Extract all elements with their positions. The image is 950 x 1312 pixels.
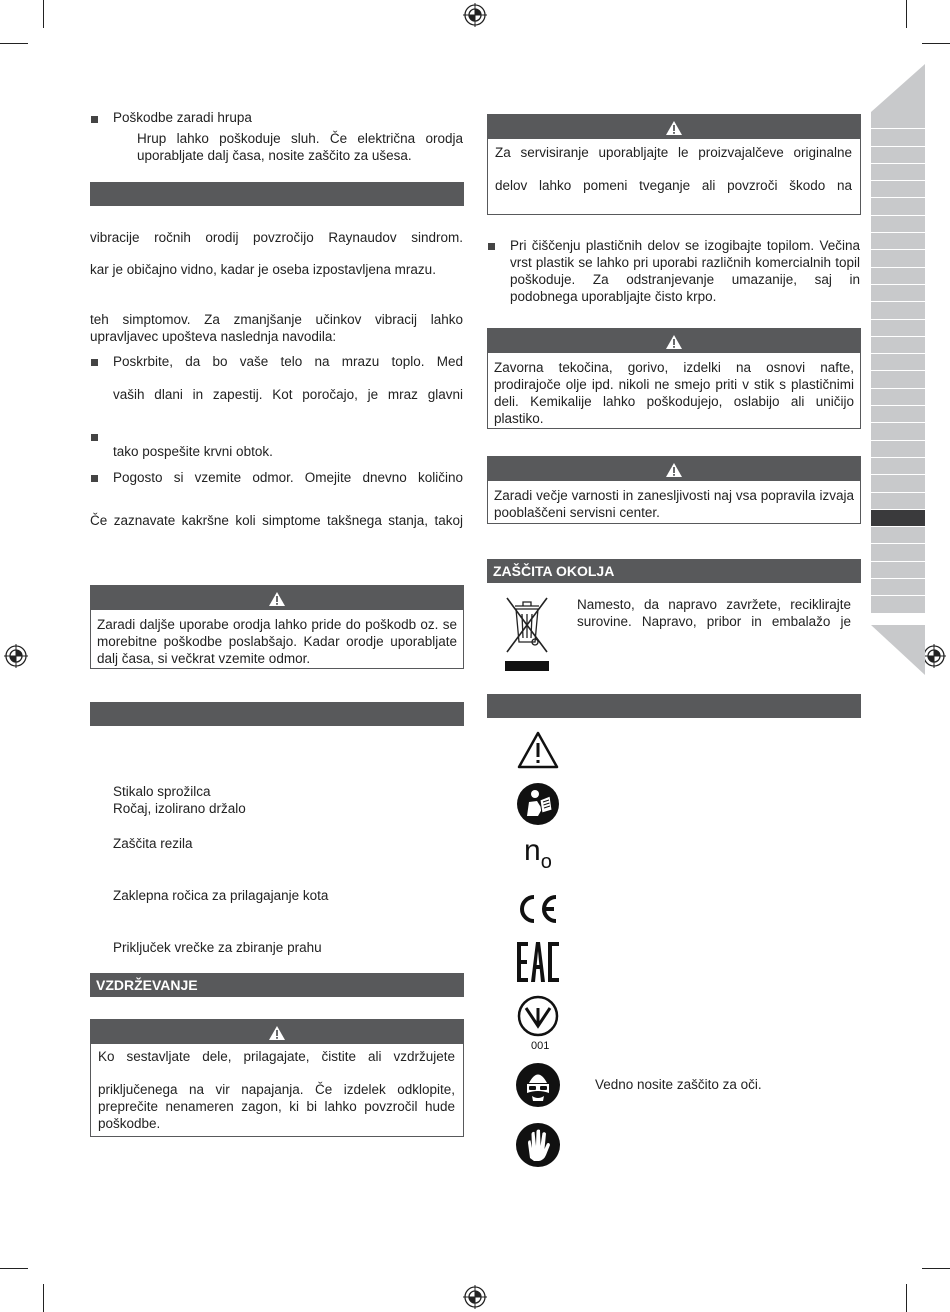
bullet3: Pogosto si vzemite odmor. Omejite dnevno količino [113, 470, 463, 485]
language-tab [871, 510, 925, 527]
warning-triangle-icon [665, 334, 683, 350]
bullet [91, 434, 98, 441]
registration-mark-icon [4, 644, 28, 668]
language-tab [871, 181, 925, 198]
warning-box-4 [487, 328, 861, 429]
language-tab [871, 147, 925, 164]
crop-mark [922, 1268, 950, 1269]
warning-text-4: Zavorna tekočina, gorivo, izdelki na osnovi nafte, prodirajoče olje ipd. nikoli ne smejo priti v stik s plastičnimi deli. Kemikalije lahko poškodujejo, oslabijo ali uničijo plastiko. [494, 360, 854, 426]
warning-text-1: Zaradi daljše uporabe orodja lahko pride do poškodb oz. se morebitne poškodbe poslabšajo. Kadar orodje uporabljate dalj časa, si večkrat vzemite odmor. [97, 617, 457, 666]
warning-triangle-icon [665, 120, 683, 136]
noise-item: Poškodbe zaradi hrupa [113, 110, 252, 125]
eac-mark-icon [516, 941, 560, 983]
language-tab [871, 527, 925, 544]
warning-text-3b: delov lahko pomeni tveganje ali povzroči škodo na [495, 178, 852, 193]
symbols-header [487, 694, 861, 718]
language-tabs [871, 112, 925, 614]
bullet [91, 116, 98, 123]
warning-text-2a: Ko sestavljate dele, prilagajate, čistite ali vzdržujete [98, 1049, 455, 1064]
language-tab [871, 302, 925, 319]
language-tab [871, 406, 925, 423]
language-tab [871, 268, 925, 285]
warning-header [488, 115, 860, 139]
language-tab [871, 458, 925, 475]
warning-triangle-icon [268, 591, 286, 607]
warning-header [91, 1020, 463, 1044]
language-tab [871, 250, 925, 267]
language-tab [871, 320, 925, 337]
part-dust-bag: Priključek vrečke za zbiranje prahu [113, 940, 322, 955]
cleaning-text: Pri čiščenju plastičnih delov se izogibajte topilom. Večina vrst plastik se lahko pri uporabi različnih komercialnih topil poškoduje. Za odstranjevanje umazanije, saj in podobnega uporabljajte čisto krpo. [510, 238, 860, 304]
crop-mark [906, 0, 907, 28]
gloves-icon [515, 1122, 561, 1168]
language-tab [871, 112, 925, 129]
warning-box-5 [487, 456, 861, 524]
language-tab [871, 544, 925, 561]
vibration-line-3: teh simptomov. Za zmanjšanje učinkov vibracij lahko upravljavec upošteva naslednja navodila: [90, 312, 463, 344]
vibration-header [90, 182, 464, 206]
language-tab [871, 562, 925, 579]
language-tab [871, 371, 925, 388]
language-tab [871, 579, 925, 596]
bullet [91, 359, 98, 366]
language-tab [871, 389, 925, 406]
language-tab [871, 198, 925, 215]
warning-triangle-icon [665, 462, 683, 478]
language-tab [871, 233, 925, 250]
registration-mark-icon [922, 644, 946, 668]
registration-mark-icon [463, 3, 487, 27]
tab-top-triangle [871, 64, 925, 112]
no-symbol-o: o [540, 851, 552, 873]
bullet [91, 475, 98, 482]
ukrsepro-code: 001 [531, 1040, 550, 1052]
warning-box-1 [90, 585, 464, 669]
warning-text-5: Zaradi večje varnosti in zanesljivosti naj vsa popravila izvaja pooblaščeni servisni center. [494, 488, 854, 520]
symptoms-text: Če zaznavate kakršne koli simptome takšnega stanja, takoj [90, 513, 463, 528]
weee-bin-icon [501, 594, 553, 674]
language-tab [871, 216, 925, 233]
part-angle-lever: Zaklepna ročica za prilagajanje kota [113, 888, 329, 903]
eye-protection-text: Vedno nosite zaščito za oči. [595, 1077, 762, 1092]
language-tab [871, 129, 925, 146]
crop-mark [0, 43, 28, 44]
maintenance-header: VZDRŽEVANJE [90, 973, 464, 997]
registration-mark-icon [463, 1285, 487, 1309]
bullet2-line-b: tako pospešite krvni obtok. [113, 444, 273, 459]
warning-header [488, 329, 860, 353]
environment-text: Namesto, da napravo zavržete, reciklirajte surovine. Napravo, pribor in embalažo je [577, 597, 851, 629]
noise-text: Hrup lahko poškoduje sluh. Če električna orodja uporabljate dalj časa, nosite zaščito za ušesa. [137, 131, 463, 163]
part-blade-guard: Zaščita rezila [113, 836, 193, 851]
part-handle: Ročaj, izolirano držalo [113, 801, 246, 816]
no-symbol-n: n [524, 834, 541, 867]
vibration-line-1: vibracije ročnih orodij povzročijo Raynaudov sindrom. [90, 230, 463, 245]
crop-mark [922, 43, 950, 44]
language-tab [871, 354, 925, 371]
warning-header [488, 457, 860, 481]
language-tab [871, 475, 925, 492]
bullet1-line-b: vaših dlani in zapestij. Kot poročajo, je mraz glavni [113, 387, 463, 402]
environment-header: ZAŠČITA OKOLJA [487, 559, 861, 583]
language-tab [871, 596, 925, 613]
language-tab [871, 164, 925, 181]
warning-triangle-icon [268, 1025, 286, 1041]
language-tab [871, 441, 925, 458]
warning-box-2 [90, 1019, 464, 1137]
warning-text-2b: priključenega na vir napajanja. Če izdelek odklopite, preprečite nenameren zagon, ki bi lahko povzročil hude poškodbe. [98, 1082, 455, 1131]
tab-bottom-triangle [871, 625, 925, 675]
ce-mark-icon [516, 893, 560, 925]
language-tab [871, 285, 925, 302]
crop-mark [43, 0, 44, 28]
crop-mark [906, 1284, 907, 1312]
crop-mark [43, 1284, 44, 1312]
crop-mark [0, 1268, 28, 1269]
bullet1-line-a: Poskrbite, da bo vaše telo na mrazu toplo. Med [113, 354, 463, 369]
language-tab [871, 423, 925, 440]
vibration-line-2: kar je običajno vidno, kadar je oseba izpostavljena mrazu. [90, 262, 436, 277]
eye-protection-icon [515, 1062, 561, 1108]
warning-header [91, 586, 463, 610]
language-tab [871, 337, 925, 354]
no-load-speed-symbol [524, 836, 552, 877]
bullet [488, 243, 495, 250]
warning-box-3 [487, 114, 861, 215]
warning-text-3a: Za servisiranje uporabljajte le proizvajalčeve originalne [495, 145, 852, 160]
read-manual-icon [516, 782, 560, 826]
part-trigger: Stikalo sprožilca [113, 784, 211, 799]
language-tab [871, 493, 925, 510]
parts-header [90, 702, 464, 726]
warning-triangle-icon [516, 730, 560, 770]
